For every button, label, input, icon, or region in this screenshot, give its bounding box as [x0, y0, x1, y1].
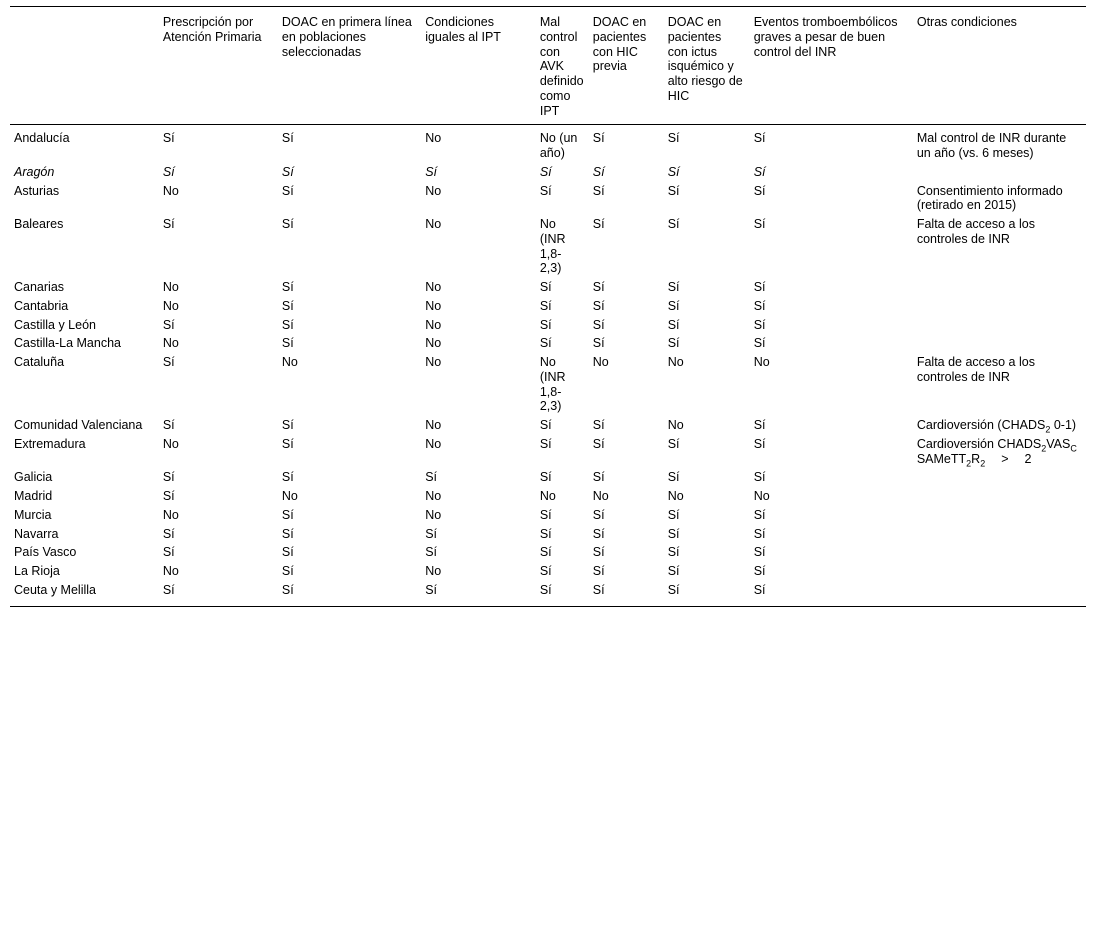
cell-value: Sí: [162, 526, 175, 541]
cell-value: Sí: [162, 217, 175, 231]
document-page: [0, 6, 1096, 944]
cell-value: Sí: [162, 545, 175, 560]
cell-value: Sí: [162, 418, 175, 432]
cell-value: Sí: [162, 355, 175, 369]
column-header-region: [10, 7, 159, 125]
cell-value: No: [281, 489, 298, 503]
cell-region: Aragón: [14, 164, 55, 179]
cell-value: Sí: [667, 280, 680, 294]
cell-value: No: [162, 436, 179, 451]
cell-value: Sí: [667, 183, 680, 198]
cell-value: Sí: [592, 217, 605, 231]
cell-value: No: [425, 507, 442, 522]
table-head: [10, 7, 1086, 125]
cell-value: Sí: [592, 436, 605, 451]
cell-value: Sí: [281, 317, 294, 332]
cell-value: Sí: [753, 280, 766, 294]
table-row: [10, 182, 1086, 216]
cell-value: Sí: [281, 545, 294, 560]
cell-value: Sí: [753, 317, 766, 332]
cell-value: Sí: [162, 470, 175, 485]
cell-region: Andalucía: [14, 131, 70, 146]
cell-value: Sí: [592, 317, 605, 332]
table-row: [10, 353, 1086, 416]
table-body: [10, 125, 1086, 606]
cell-otras-condiciones: Consentimiento informado (retirado en 2015): [916, 183, 1063, 213]
table-row: [10, 416, 1086, 435]
table-row: [10, 125, 1086, 163]
cell-value: No (INR 1,8-2,3): [539, 355, 566, 414]
cell-value: No: [162, 336, 179, 351]
cell-value: Sí: [425, 164, 438, 179]
cell-value: Sí: [753, 217, 766, 231]
cell-otras-condiciones: [913, 297, 1086, 316]
cell-value: No (INR 1,8-2,3): [539, 217, 566, 276]
cell-value: Sí: [162, 131, 175, 146]
cell-value: No: [425, 280, 442, 294]
cell-value: Sí: [753, 507, 766, 522]
table-row: [10, 581, 1086, 606]
column-header-doac-hic-previa: DOAC en pacientes con HIC previa: [592, 15, 647, 74]
cell-value: No: [753, 489, 770, 503]
table-row: [10, 215, 1086, 278]
cell-value: No: [425, 418, 442, 432]
cell-value: No: [425, 183, 442, 198]
cell-region: Ceuta y Melilla: [14, 582, 96, 597]
cell-value: Sí: [539, 582, 552, 597]
cell-value: Sí: [592, 470, 605, 485]
cell-value: Sí: [539, 418, 552, 432]
cell-value: Sí: [667, 164, 680, 179]
cell-value: Sí: [281, 436, 294, 451]
cell-value: Sí: [539, 545, 552, 560]
column-header-condiciones-iguales-ipt: Condiciones iguales al IPT: [425, 15, 501, 44]
table-row: [10, 278, 1086, 297]
cell-otras-condiciones: [913, 543, 1086, 562]
cell-value: Sí: [162, 164, 175, 179]
cell-value: Sí: [539, 183, 552, 198]
cell-value: Sí: [667, 131, 680, 146]
table-row: [10, 543, 1086, 562]
cell-otras-condiciones: [913, 468, 1086, 487]
cell-value: Sí: [753, 545, 766, 560]
cell-region: Extremadura: [14, 436, 86, 451]
cell-value: Sí: [425, 526, 438, 541]
cell-value: No: [162, 507, 179, 522]
cell-value: Sí: [592, 280, 605, 294]
cell-value: Sí: [753, 336, 766, 351]
cell-value: Sí: [539, 436, 552, 451]
cell-value: No: [425, 131, 442, 146]
cell-value: Sí: [425, 545, 438, 560]
cell-value: Sí: [539, 164, 552, 179]
cell-value: Sí: [539, 564, 552, 578]
cell-otras-condiciones: Falta de acceso a los controles de INR: [916, 217, 1035, 246]
cell-value: Sí: [425, 470, 438, 485]
cell-region: Navarra: [14, 526, 59, 541]
column-header-eventos-tromboembolicos: Eventos tromboembólicos graves a pesar de buen control del INR: [753, 15, 898, 59]
cell-value: No: [162, 564, 179, 578]
cell-value: Sí: [281, 470, 294, 485]
cell-value: Sí: [281, 280, 294, 294]
cell-value: Sí: [753, 436, 766, 451]
cell-region: Castilla y León: [14, 317, 96, 332]
cell-region: Baleares: [14, 217, 64, 231]
cell-value: Sí: [592, 545, 605, 560]
cell-value: Sí: [281, 217, 294, 231]
cell-value: Sí: [592, 183, 605, 198]
table-row: [10, 506, 1086, 525]
cell-value: Sí: [667, 217, 680, 231]
table-row: [10, 297, 1086, 316]
cell-value: Sí: [281, 298, 294, 313]
cell-value: Sí: [539, 317, 552, 332]
cell-otras-condiciones: Cardioversión $CHADS_2VAS_C$ $SAMeTT_2R_2 > 2$: [916, 436, 1077, 468]
cell-region: La Rioja: [14, 564, 60, 578]
cell-region: Galicia: [14, 470, 53, 485]
column-header-otras-condiciones: Otras condiciones: [916, 15, 1017, 29]
cell-value: Sí: [753, 164, 766, 179]
cell-value: Sí: [592, 582, 605, 597]
cell-value: Sí: [753, 183, 766, 198]
cell-value: Sí: [281, 183, 294, 198]
table-row: [10, 316, 1086, 335]
cell-region: Murcia: [14, 507, 52, 522]
cell-value: Sí: [753, 298, 766, 313]
cell-value: Sí: [753, 582, 766, 597]
cell-value: No: [425, 355, 442, 369]
cell-value: No: [162, 183, 179, 198]
cell-value: No: [425, 298, 442, 313]
table-header-row: [10, 7, 1086, 125]
cell-value: Sí: [281, 507, 294, 522]
cell-value: No: [667, 418, 684, 432]
cell-value: Sí: [667, 470, 680, 485]
cell-value: No: [281, 355, 298, 369]
cell-region: Comunidad Valenciana: [14, 418, 143, 432]
cell-value: No: [667, 489, 684, 503]
cell-value: Sí: [667, 526, 680, 541]
cell-region: Madrid: [14, 489, 53, 503]
cell-value: Sí: [667, 298, 680, 313]
cell-otras-condiciones: [913, 506, 1086, 525]
cell-otras-condiciones: Mal control de INR durante un año (vs. 6 meses): [916, 131, 1067, 160]
table-row: [10, 468, 1086, 487]
column-header-prescripcion-atencion-primaria: Prescripción por Atención Primaria: [162, 15, 262, 44]
table-row: [10, 525, 1086, 544]
cell-otras-condiciones: [913, 581, 1086, 606]
cell-value: Sí: [592, 298, 605, 313]
cell-value: No: [592, 489, 609, 503]
cell-value: Sí: [592, 336, 605, 351]
cell-region: Cataluña: [14, 355, 65, 369]
cell-value: Sí: [539, 507, 552, 522]
cell-value: No: [425, 317, 442, 332]
cell-value: Sí: [753, 418, 766, 432]
cell-value: Sí: [539, 526, 552, 541]
cell-otras-condiciones: [913, 562, 1086, 581]
cell-region: Cantabria: [14, 298, 69, 313]
column-header-doac-primera-linea: DOAC en primera línea en poblaciones seleccionadas: [281, 15, 412, 59]
cell-value: Sí: [667, 436, 680, 451]
cell-otras-condiciones: Cardioversión ($CHADS_2$ 0-1): [916, 418, 1077, 435]
cell-value: No: [425, 489, 442, 503]
regions-conditions-table: [10, 6, 1086, 607]
table-row: [10, 163, 1086, 182]
table-row: [10, 435, 1086, 469]
cell-value: Sí: [592, 526, 605, 541]
cell-value: Sí: [592, 564, 605, 578]
cell-value: No: [425, 336, 442, 351]
cell-value: No (un año): [539, 131, 578, 160]
cell-value: Sí: [667, 317, 680, 332]
cell-value: Sí: [425, 582, 438, 597]
cell-value: Sí: [667, 564, 680, 578]
cell-value: Sí: [667, 336, 680, 351]
cell-value: No: [592, 355, 609, 369]
cell-value: Sí: [539, 470, 552, 485]
cell-value: Sí: [162, 317, 175, 332]
cell-otras-condiciones: [913, 316, 1086, 335]
cell-value: Sí: [753, 131, 766, 146]
table-row: [10, 487, 1086, 506]
cell-region: Canarias: [14, 280, 65, 294]
cell-value: Sí: [281, 418, 294, 432]
cell-value: Sí: [539, 298, 552, 313]
cell-value: Sí: [281, 526, 294, 541]
cell-value: No: [425, 217, 442, 231]
cell-value: Sí: [281, 582, 294, 597]
cell-otras-condiciones: [913, 525, 1086, 544]
cell-value: Sí: [667, 507, 680, 522]
cell-value: Sí: [539, 280, 552, 294]
cell-value: Sí: [281, 336, 294, 351]
cell-otras-condiciones: [913, 163, 1086, 182]
cell-value: Sí: [281, 564, 294, 578]
table-row: [10, 562, 1086, 581]
cell-value: No: [162, 298, 179, 313]
cell-otras-condiciones: [913, 278, 1086, 297]
cell-value: No: [539, 489, 556, 503]
cell-otras-condiciones: Falta de acceso a los controles de INR: [916, 355, 1035, 384]
cell-value: No: [162, 280, 179, 294]
cell-value: Sí: [667, 582, 680, 597]
cell-value: Sí: [592, 418, 605, 432]
cell-region: Castilla-La Mancha: [14, 336, 121, 351]
cell-value: Sí: [592, 507, 605, 522]
cell-value: Sí: [539, 336, 552, 351]
cell-value: Sí: [592, 164, 605, 179]
column-header-mal-control-avk: Mal control con AVK definido como IPT: [539, 15, 584, 118]
cell-value: Sí: [753, 470, 766, 485]
cell-value: Sí: [753, 526, 766, 541]
cell-value: Sí: [162, 489, 175, 503]
cell-value: Sí: [281, 164, 294, 179]
cell-region: País Vasco: [14, 545, 77, 560]
table-row: [10, 334, 1086, 353]
cell-value: No: [667, 355, 684, 369]
cell-value: Sí: [753, 564, 766, 578]
cell-value: Sí: [592, 131, 605, 146]
cell-otras-condiciones: [913, 334, 1086, 353]
cell-value: Sí: [162, 582, 175, 597]
cell-value: No: [753, 355, 770, 369]
cell-value: Sí: [281, 131, 294, 146]
cell-value: No: [425, 564, 442, 578]
column-header-doac-ictus-isquemico: DOAC en pacientes con ictus isquémico y alto riesgo de HIC: [667, 15, 743, 103]
cell-value: No: [425, 436, 442, 451]
cell-region: Asturias: [14, 183, 60, 198]
cell-otras-condiciones: [913, 487, 1086, 506]
cell-value: Sí: [667, 545, 680, 560]
